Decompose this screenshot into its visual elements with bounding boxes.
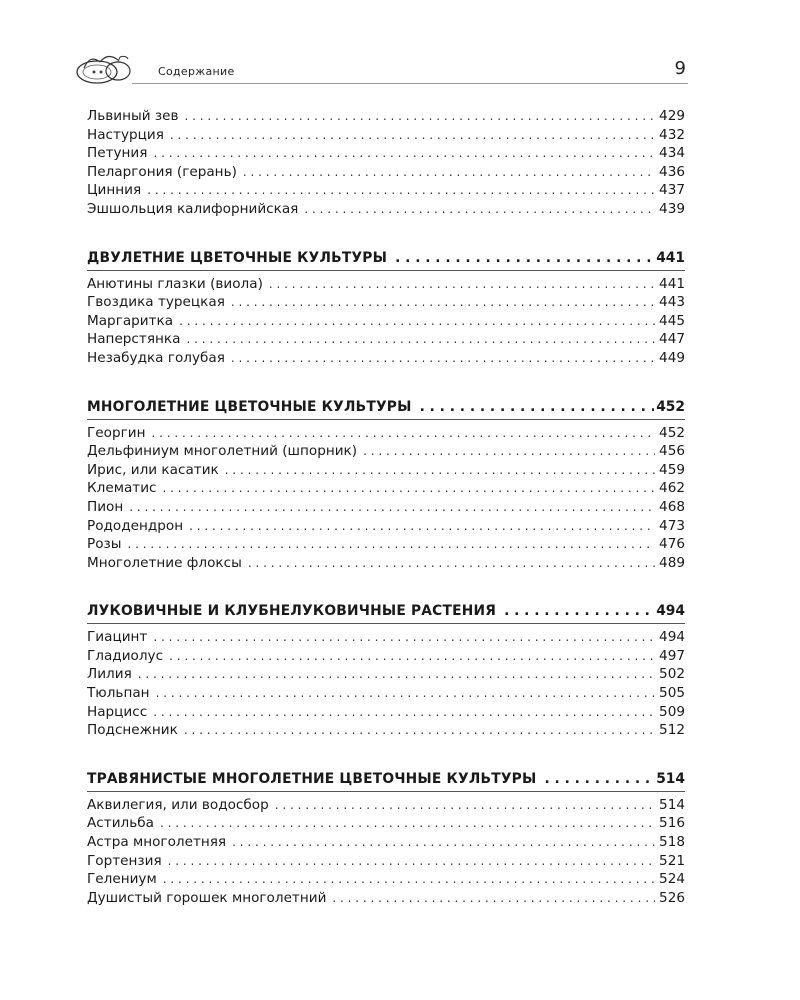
section-heading-page: 494 — [656, 603, 685, 620]
toc-entry-title: Дельфиниум многолетний (шпорник) — [87, 443, 358, 460]
toc-entry-page: 518 — [659, 834, 685, 851]
section-heading[interactable] — [87, 600, 685, 624]
toc-entry[interactable] — [87, 796, 685, 815]
toc-section-perennial — [87, 396, 685, 573]
section-heading-title: ЛУКОВИЧНЫЕ И КЛУБНЕЛУКОВИЧНЫЕ РАСТЕНИЯ — [87, 603, 497, 620]
toc-entry-title: Астра многолетняя — [87, 834, 227, 851]
toc-entry[interactable] — [87, 181, 685, 200]
toc-entry[interactable] — [87, 293, 685, 312]
toc-entry-title: Аквилегия, или водосбор — [87, 796, 269, 813]
toc-entry-page: 445 — [659, 312, 685, 329]
toc-entry-title: Душистый горошек многолетний — [87, 889, 327, 906]
toc-entry[interactable] — [87, 833, 685, 852]
toc-section-herbaceous — [87, 768, 685, 908]
dot-leader — [153, 703, 655, 722]
toc-entry[interactable] — [87, 461, 685, 480]
dot-leader — [232, 833, 655, 852]
dot-leader — [231, 349, 655, 368]
section-heading-title: ТРАВЯНИСТЫЕ МНОГОЛЕТНИЕ ЦВЕТОЧНЫЕ КУЛЬТУРЫ — [87, 770, 537, 787]
toc-entry-page: 494 — [659, 629, 685, 646]
toc-entry-page: 456 — [659, 443, 685, 460]
dot-leader — [169, 647, 655, 666]
dot-leader — [127, 535, 655, 554]
dot-leader — [420, 396, 655, 418]
toc-entry-title: Пеларгония (герань) — [87, 163, 237, 180]
section-heading[interactable] — [87, 247, 685, 271]
toc-section-bulbous — [87, 600, 685, 740]
dot-leader — [163, 870, 655, 889]
toc-entry-page: 497 — [659, 647, 685, 664]
toc-entry-page: 436 — [659, 163, 685, 180]
header-divider — [132, 83, 688, 84]
toc-entry[interactable] — [87, 870, 685, 889]
toc-entry-title: Настурция — [87, 126, 164, 143]
toc-entry-page: 512 — [659, 722, 685, 739]
toc-entry-title: Незабудка голубая — [87, 349, 225, 366]
toc-entry[interactable] — [87, 330, 685, 349]
dot-leader — [231, 293, 655, 312]
dot-leader — [269, 275, 655, 294]
toc-entry[interactable] — [87, 498, 685, 517]
toc-entry-page: 462 — [659, 480, 685, 497]
toc-entry-title: Многолетние флоксы — [87, 554, 242, 571]
toc-entry[interactable] — [87, 275, 685, 294]
dot-leader — [179, 312, 655, 331]
apple-icon — [74, 50, 136, 86]
toc-entry-page: 452 — [659, 424, 685, 441]
toc-entry-page: 526 — [659, 889, 685, 906]
dot-leader — [151, 424, 655, 443]
toc-entry-title: Гладиолус — [87, 647, 164, 664]
toc-entry-title: Львиный зев — [87, 108, 179, 124]
toc-entry-title: Пион — [87, 498, 124, 515]
toc-entry[interactable] — [87, 126, 685, 145]
toc-entry[interactable] — [87, 814, 685, 833]
toc-entry[interactable] — [87, 684, 685, 703]
toc-entry-title: Георгин — [87, 424, 146, 441]
toc-section-biennial — [87, 247, 685, 368]
toc-intro-group — [87, 107, 685, 219]
toc-entry[interactable] — [87, 107, 685, 126]
toc-entry[interactable] — [87, 349, 685, 368]
toc-entry[interactable] — [87, 721, 685, 740]
toc-entry[interactable] — [87, 703, 685, 722]
toc-entry-page: 434 — [659, 145, 685, 162]
toc-entry[interactable] — [87, 479, 685, 498]
toc-entry-title: Гортензия — [87, 852, 162, 869]
dot-leader — [186, 330, 655, 349]
toc-entry-title: Маргаритка — [87, 312, 174, 329]
toc-entry-title: Нарцисс — [87, 703, 148, 720]
toc-entry-title: Гиацинт — [87, 629, 148, 646]
toc-entry-title: Гвоздика турецкая — [87, 294, 225, 311]
toc-entry-page: 441 — [659, 275, 685, 292]
table-of-contents — [87, 107, 685, 907]
dot-leader — [153, 628, 655, 647]
toc-entry-title: Петуния — [87, 145, 148, 162]
toc-entry[interactable] — [87, 535, 685, 554]
toc-entry-page: 443 — [659, 294, 685, 311]
toc-entry[interactable] — [87, 200, 685, 219]
dot-leader — [129, 498, 655, 517]
dot-leader — [138, 665, 655, 684]
dot-leader — [184, 107, 655, 126]
section-heading[interactable] — [87, 768, 685, 792]
toc-entry[interactable] — [87, 889, 685, 908]
page-number: 9 — [674, 58, 686, 79]
toc-entry-page: 524 — [659, 871, 685, 888]
toc-entry-title: Рододендрон — [87, 517, 184, 534]
dot-leader — [225, 461, 655, 480]
toc-entry-title: Ирис, или касатик — [87, 461, 219, 478]
toc-entry-page: 521 — [659, 852, 685, 869]
toc-entry[interactable] — [87, 647, 685, 666]
dot-leader — [544, 768, 654, 790]
toc-entry-page: 447 — [659, 331, 685, 348]
toc-entry[interactable] — [87, 163, 685, 182]
toc-entry-title: Лилия — [87, 666, 132, 683]
dot-leader — [168, 852, 655, 871]
toc-entry-page: 429 — [659, 108, 685, 124]
toc-entry[interactable] — [87, 665, 685, 684]
toc-entry[interactable] — [87, 312, 685, 331]
toc-entry-page: 468 — [659, 498, 685, 515]
page-header — [74, 50, 688, 88]
dot-leader — [170, 126, 655, 145]
dot-leader — [504, 600, 654, 622]
toc-entry[interactable] — [87, 628, 685, 647]
toc-entry-page: 437 — [659, 182, 685, 199]
toc-entry-title: Анютины глазки (виола) — [87, 275, 263, 292]
toc-entry-page: 502 — [659, 666, 685, 683]
toc-entry-title: Клематис — [87, 480, 157, 497]
toc-entry-title: Розы — [87, 536, 122, 553]
toc-entry-page: 473 — [659, 517, 685, 534]
toc-entry-page: 449 — [659, 349, 685, 366]
toc-entry-page: 505 — [659, 685, 685, 702]
dot-leader — [243, 163, 655, 182]
running-header-title: Содержание — [158, 65, 235, 78]
section-heading-title: МНОГОЛЕТНИЕ ЦВЕТОЧНЫЕ КУЛЬТУРЫ — [87, 398, 412, 415]
dot-leader — [156, 684, 655, 703]
toc-entry[interactable] — [87, 554, 685, 573]
toc-entry-title: Гелениум — [87, 871, 157, 888]
section-heading-page: 441 — [656, 249, 685, 266]
toc-entry-page: 514 — [659, 796, 685, 813]
dot-leader — [189, 517, 655, 536]
toc-entry[interactable] — [87, 144, 685, 163]
toc-entry[interactable] — [87, 852, 685, 871]
dot-leader — [363, 442, 655, 461]
section-heading-page: 514 — [656, 770, 685, 787]
toc-entry-title: Астильба — [87, 815, 154, 832]
toc-entry-page: 476 — [659, 536, 685, 553]
toc-entry-page: 509 — [659, 703, 685, 720]
dot-leader — [275, 796, 655, 815]
toc-entry[interactable] — [87, 424, 685, 443]
dot-leader — [395, 247, 654, 269]
toc-entry-title: Тюльпан — [87, 685, 150, 702]
dot-leader — [332, 889, 655, 908]
toc-entry-page: 432 — [659, 126, 685, 143]
toc-entry-page: 516 — [659, 815, 685, 832]
section-heading-title: ДВУЛЕТНИЕ ЦВЕТОЧНЫЕ КУЛЬТУРЫ — [87, 249, 388, 266]
toc-entry-page: 489 — [659, 554, 685, 571]
toc-entry-page: 439 — [659, 200, 685, 217]
toc-entry-title: Наперстянка — [87, 331, 181, 348]
toc-entry[interactable] — [87, 442, 685, 461]
toc-entry-title: Эшшольция калифорнийская — [87, 200, 299, 217]
dot-leader — [163, 479, 656, 498]
toc-entry-page: 459 — [659, 461, 685, 478]
dot-leader — [248, 554, 655, 573]
toc-entry-title: Цинния — [87, 182, 142, 199]
toc-entry-title: Подснежник — [87, 722, 178, 739]
dot-leader — [147, 181, 655, 200]
dot-leader — [304, 200, 655, 219]
toc-entry[interactable] — [87, 517, 685, 536]
dot-leader — [184, 721, 655, 740]
section-heading[interactable] — [87, 396, 685, 420]
dot-leader — [160, 814, 655, 833]
dot-leader — [153, 144, 655, 163]
section-heading-page: 452 — [656, 398, 685, 415]
